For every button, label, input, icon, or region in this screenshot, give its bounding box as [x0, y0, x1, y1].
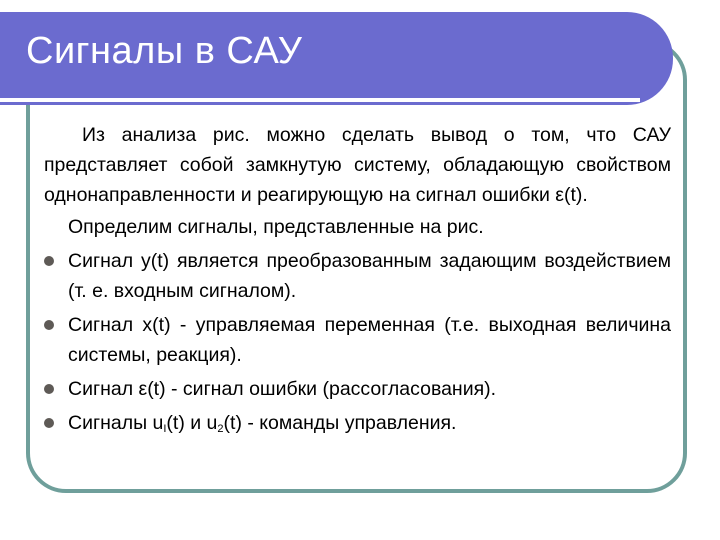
subscript: I — [163, 423, 167, 435]
slide-title: Сигналы в САУ — [26, 30, 303, 72]
text-segment: Сигналы u — [68, 412, 164, 434]
intro-paragraph: Из анализа рис. можно сделать вывод о том, что САУ представляет собой замкнутую систему, обладающую свойством однонаправленности и реагирующую на сигнал ошибки ε(t). — [44, 124, 671, 206]
subscript: 2 — [217, 423, 224, 435]
list-item-text: Сигнал ε(t) - сигнал ошибки (рассогласования). — [68, 378, 497, 400]
list-item-text: Сигнал x(t) - управляемая переменная (т.е. выходная величина системы, реакция). — [68, 314, 671, 366]
title-underline — [0, 98, 640, 102]
list-item — [44, 246, 671, 306]
text-segment: (t) - команды управления. — [223, 412, 457, 434]
signal-list — [44, 246, 671, 438]
bullet-icon — [44, 256, 54, 266]
bullet-icon — [44, 320, 54, 330]
list-item — [44, 310, 671, 370]
list-item-text: Сигнал y(t) является преобразованным задающим воздействием (т. е. входным сигналом). — [68, 250, 671, 302]
signals-intro: Определим сигналы, представленные на рис. — [68, 216, 484, 238]
list-item — [44, 374, 671, 404]
text-segment: (t) и u — [166, 412, 218, 434]
bullet-icon — [44, 418, 54, 428]
list-item — [44, 408, 671, 438]
list-item-text — [68, 412, 456, 434]
bullet-icon — [44, 384, 54, 394]
slide-content — [44, 120, 671, 442]
